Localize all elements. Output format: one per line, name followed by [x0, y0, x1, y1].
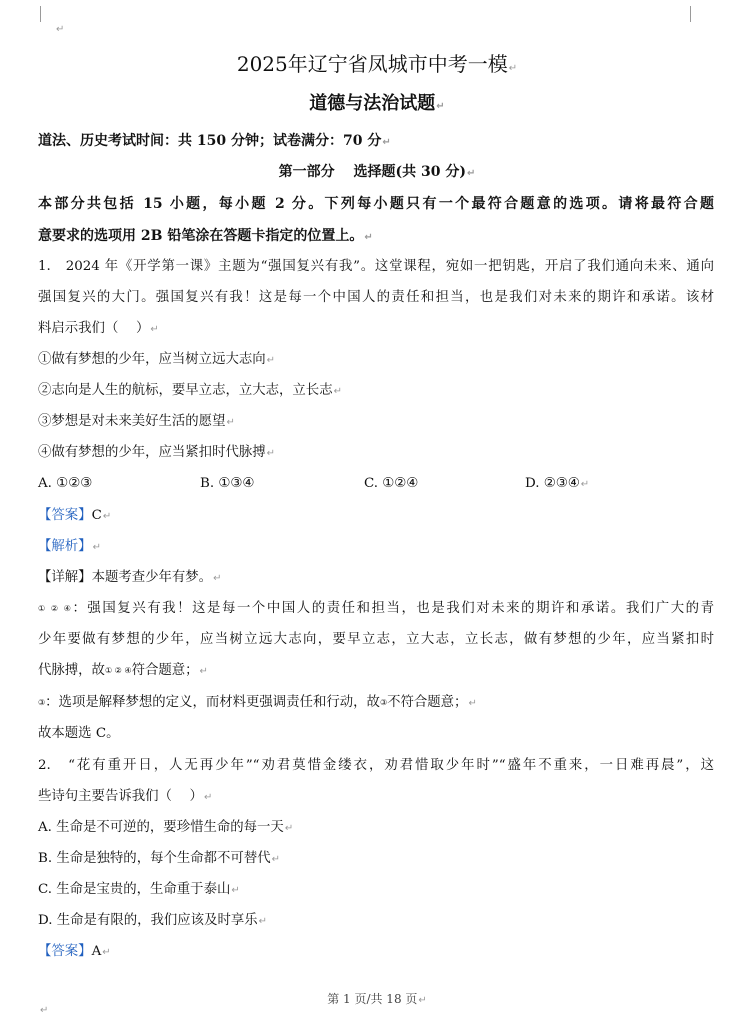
- q2-option-a[interactable]: A. 生命是不可逆的，要珍惜生命的每一天↵: [38, 820, 294, 835]
- analysis-tag: 【解析】: [38, 539, 92, 554]
- exam-info: 道法、历史考试时间：共 150 分钟；试卷满分：70 分↵: [38, 133, 391, 149]
- detail-tag: 【详解】: [38, 570, 92, 585]
- q1-option-b[interactable]: B. ①③④: [200, 476, 255, 491]
- q2-option-d[interactable]: D. 生命是有限的，我们应该及时享乐↵: [38, 913, 268, 928]
- q2-stem-line-1: 2. “花有重开日，人无再少年”“劝君莫惜金缕衣，劝君惜取少年时”“盛年不重来，一日难再晨”，这: [38, 758, 714, 773]
- q1-stem-line-1: 1. 2024 年《开学第一课》主题为“强国复兴有我”。这堂课程，宛如一把钥匙，开启了我们通向未来、通向: [38, 259, 714, 274]
- section-title: 第一部分 选择题(共 30 分)↵: [278, 164, 476, 180]
- q1-statement-4: ④做有梦想的少年，应当紧扣时代脉搏↵: [38, 445, 276, 460]
- q2-stem-line-2: 些诗句主要告诉我们（ ）↵: [38, 789, 213, 804]
- q2-option-c[interactable]: C. 生命是宝贵的，生命重于泰山↵: [38, 882, 240, 897]
- q1-stem-line-2: 强国复兴的大门。强国复兴有我！这是每一个中国人的责任和担当，也是我们对未来的期许和承诺。该材: [38, 290, 714, 305]
- page-footer: 第 1 页/共 18 页↵: [327, 992, 427, 1006]
- instructions-line-1: 本部分共包括 15 小题，每小题 2 分。下列每小题只有一个最符合题意的选项。请将最符合题: [38, 196, 714, 212]
- crop-mark-left: [40, 6, 41, 22]
- subject-title: 道德与法治试题↵: [309, 93, 445, 114]
- q1-options: [38, 474, 714, 494]
- q2-answer: 【答案】A↵: [38, 944, 111, 959]
- q1-conclusion: 故本题选 C。: [38, 726, 120, 741]
- q1-detail: 【详解】本题考查少年有梦。↵: [38, 570, 222, 585]
- answer-tag: 【答案】: [38, 508, 92, 523]
- q1-option-c[interactable]: C. ①②④: [364, 476, 419, 491]
- exam-title: 2025年辽宁省凤城市中考一模↵: [236, 52, 518, 76]
- q1-analysis: 【解析】↵: [38, 539, 101, 554]
- q1-explanation-line-2: 少年要做有梦想的少年，应当树立远大志向，要早立志，立大志，立长志，做有梦想的少年，应当紧扣时: [38, 632, 714, 647]
- q1-stem-line-3: 料启示我们（ ）↵: [38, 321, 159, 336]
- q1-statement-1: ①做有梦想的少年，应当树立远大志向↵: [38, 352, 276, 367]
- q1-explanation-line-1: ① ② ④：强国复兴有我！这是每一个中国人的责任和担当，也是我们对未来的期许和承诺。我们广大的青: [38, 601, 714, 616]
- q1-option-a[interactable]: A. ①②③: [38, 476, 93, 491]
- q1-answer: 【答案】C↵: [38, 508, 112, 523]
- q1-explanation-line-3: 代脉搏，故① ② ④符合题意；↵: [38, 663, 208, 678]
- answer-tag: 【答案】: [38, 944, 92, 959]
- q1-statement-3: ③梦想是对未来美好生活的愿望↵: [38, 414, 235, 429]
- instructions-line-2: 意要求的选项用 2B 铅笔涂在答题卡指定的位置上。↵: [38, 228, 373, 244]
- paragraph-mark: ↵: [56, 24, 65, 35]
- q2-option-b[interactable]: B. 生命是独特的，每个生命都不可替代↵: [38, 851, 280, 866]
- paragraph-mark: ↵: [40, 1005, 49, 1016]
- crop-mark-right: [690, 6, 691, 22]
- q1-statement-2: ②志向是人生的航标，要早立志，立大志，立长志↵: [38, 383, 342, 398]
- q1-explanation-2: ③：选项是解释梦想的定义，而材料更强调责任和行动，故③不符合题意；↵: [38, 695, 477, 710]
- q1-option-d[interactable]: D. ②③④↵: [525, 476, 590, 491]
